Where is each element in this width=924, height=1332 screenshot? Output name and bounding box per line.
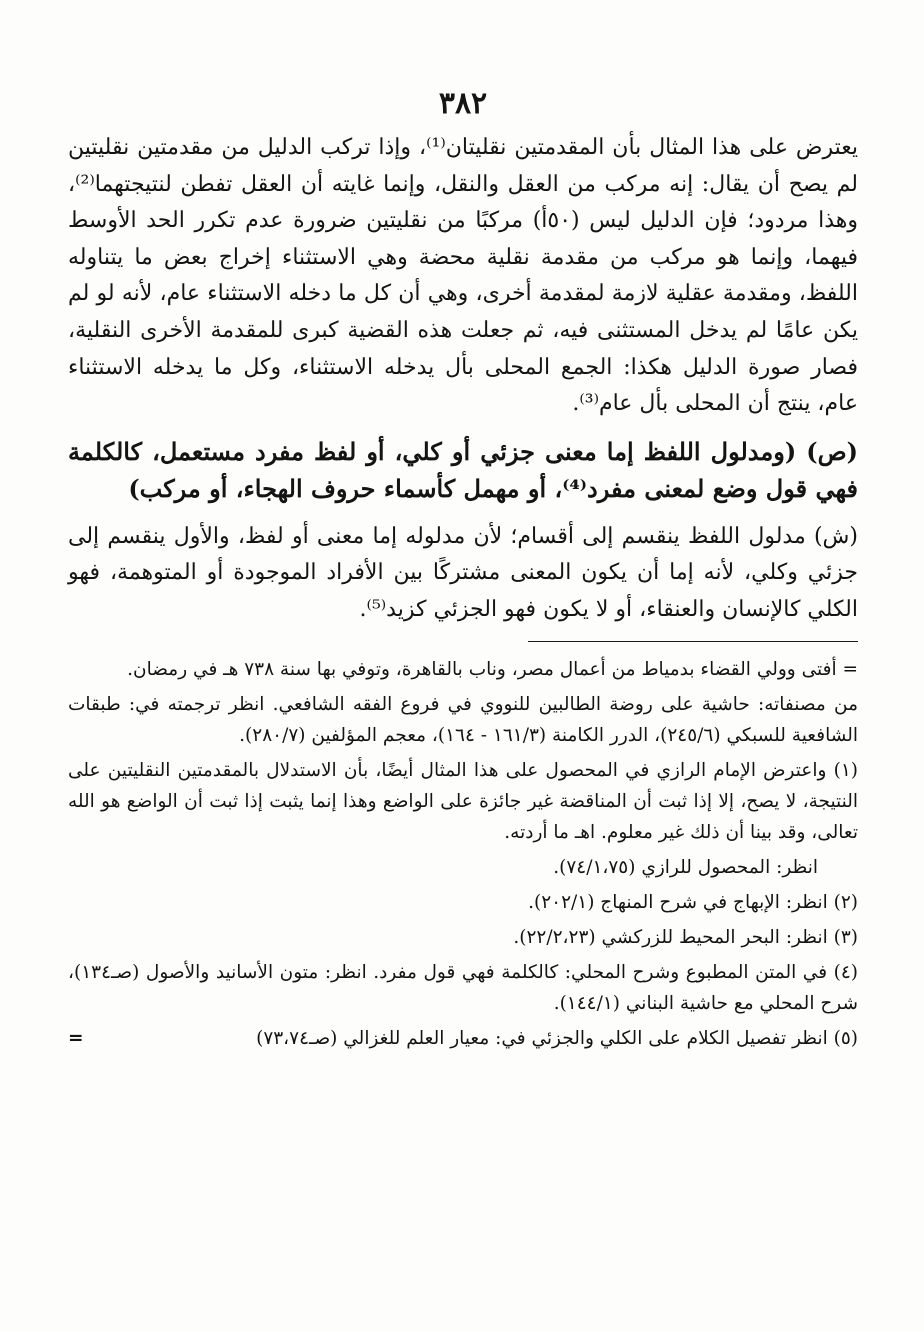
footnote-continuation-2: من مصنفاته: حاشية على روضة الطالبين للنووي في فروع الفقه الشافعي. انظر ترجمته في: طبقات الشافعية للسبكي (٢٤٥/٦)، الدرر الكامنة (١٦١/٣ - ١٦٤)، معجم المؤلفين (٢٨٠/٧). (68, 693, 858, 746)
page-number: ٣٨٢ (438, 86, 488, 121)
sharh-paragraph: (ش) مدلول اللفظ ينقسم إلى أقسام؛ لأن مدلوله إما معنى أو لفظ، والأول ينقسم إلى جزئي وكلي، لأنه إما أن يكون المعنى مشتركًا بين الأفراد الموجودة أو المتوهمة، فهو الكلي كالإنسان والعنقاء، أو لا يكون فهو الجزئي كزيد⁽⁵⁾. (68, 523, 858, 622)
book-page (68, 84, 858, 1314)
footnote-5 (68, 1023, 858, 1054)
footnote-2: (٢) انظر: الإبهاج في شرح المنهاج (٢٠٢/١). (528, 891, 858, 913)
matn-paragraph: (ص) (ومدلول اللفظ إما معنى جزئي أو كلي، أو لفظ مفرد مستعمل، كالكلمة فهي قول وضع لمعنى مفرد⁽⁴⁾، أو مهمل كأسماء حروف الهجاء، أو مركب) (68, 436, 858, 503)
footnote-5-text: (٥) انظر تفصيل الكلام على الكلي والجزئي في: معيار العلم للغزالي (صـ٧٣،٧٤) (256, 1027, 858, 1049)
footnote-1-citation: انظر: المحصول للرازي (٧٤/١،٧٥). (553, 856, 818, 878)
footnote-3: (٣) انظر: البحر المحيط للزركشي (٢٢/٢،٢٣). (513, 926, 858, 948)
footnote-4: (٤) في المتن المطبوع وشرح المحلي: كالكلمة فهي قول مفرد. انظر: متون الأسانيد والأصول (صـ١٣٤)، شرح المحلي مع حاشية البناني (١٤٤/١). (68, 961, 858, 1014)
footnote-1: (١) واعترض الإمام الرازي في المحصول على هذا المثال أيضًا، بأن الاستدلال بالمقدمتين النقليتين على النتيجة، لا يصح، إلا إذا ثبت أن المناقضة غير جائزة على الواضع وهذا إنما يثبت إذا ثبت أن الواضع هو الله تعالى، وقد بينا أن ذلك غير معلوم. اهـ ما أردته. (68, 759, 858, 843)
body-paragraph: يعترض على هذا المثال بأن المقدمتين نقليتان⁽¹⁾، وإذا تركب الدليل من مقدمتين نقليتين لم يصح أن يقال: إنه مركب من العقل والنقل، وإنما غايته أن العقل تفطن لنتيجتهما⁽²⁾، وهذا مردود؛ فإن الدليل ليس (٥٠أ) مركبًا من نقليتين ضرورة عدم تكرر الحد الأوسط فيهما، وإنما هو مركب من مقدمة نقلية محضة وهي الاستثناء إخراج بعض ما يتناوله اللفظ، ومقدمة عقلية لازمة لمقدمة أخرى، وهي أن كل ما دخله الاستثناء عام، لأنه لو لم يكن عامًا لم يدخل المستثنى فيه، ثم جعلت هذه القضية كبرى للمقدمة الأخرى النقلية، فصار صورة الدليل هكذا: الجمع المحلى بأل يدخله الاستثناء، وكل ما يدخله الاستثناء عام، ينتج أن المحلى بأل عام⁽³⁾. (68, 135, 858, 417)
footnote-divider (528, 641, 858, 642)
footnote-continuation-1: = أفتى وولي القضاء بدمياط من أعمال مصر، وناب بالقاهرة، وتوفي بها سنة ٧٣٨ هـ في رمضان. (127, 658, 858, 680)
footnotes-section (68, 654, 858, 1054)
footnote-continues-marker: = (68, 1027, 84, 1049)
